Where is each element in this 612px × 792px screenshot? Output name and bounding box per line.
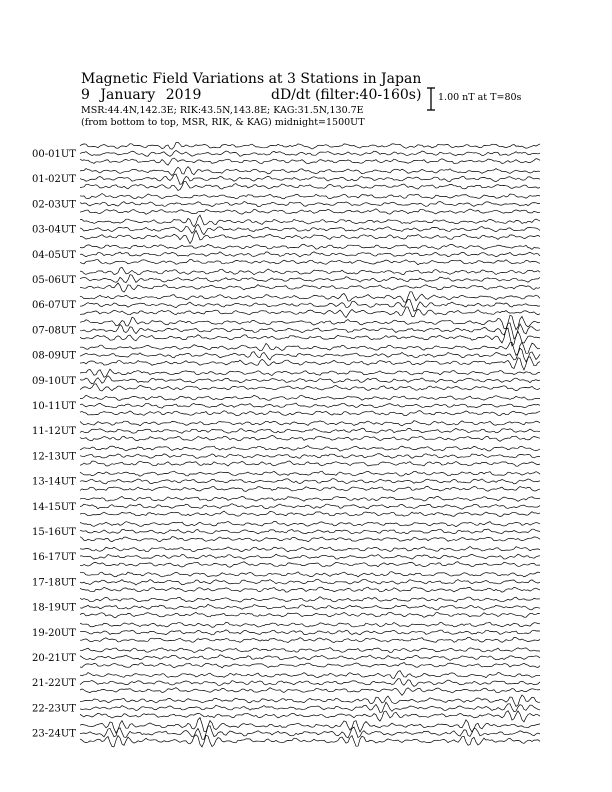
trace-kag: [80, 688, 540, 696]
trace-rik: [80, 376, 540, 384]
trace-msr: [80, 267, 540, 275]
scale-label: 1.00 nT at T=80s: [438, 92, 522, 103]
trace-msr: [80, 215, 540, 227]
chart-title: Magnetic Field Variations at 3 Stations in Japan: [81, 71, 422, 87]
hour-label: 23-24UT: [32, 728, 76, 740]
station-coordinates: MSR:44.4N,142.3E; RIK:43.5N,143.8E; KAG:31.5N,130.7E: [81, 105, 364, 116]
trace-kag: [80, 384, 540, 391]
trace-rik: [80, 679, 540, 687]
trace-kag: [80, 231, 540, 244]
hour-label: 03-04UT: [32, 224, 76, 236]
trace-kag: [80, 587, 540, 592]
trace-kag: [80, 562, 540, 567]
trace-rik: [80, 504, 540, 510]
hour-label: 15-16UT: [32, 527, 76, 538]
trace-kag: [80, 328, 540, 346]
hour-label: 22-23UT: [32, 703, 76, 715]
trace-kag: [80, 511, 540, 516]
hour-label: 18-19UT: [32, 602, 76, 614]
chart-date: 9 January 2019: [81, 87, 202, 103]
trace-kag: [80, 283, 540, 292]
trace-rik: [80, 428, 540, 433]
trace-rik: [80, 202, 540, 207]
trace-rik: [80, 224, 540, 234]
trace-msr: [80, 597, 540, 602]
trace-rik: [80, 479, 540, 484]
trace-msr: [80, 718, 540, 733]
trace-rik: [80, 454, 540, 459]
hour-label: 16-17UT: [32, 552, 76, 564]
trace-msr: [80, 446, 540, 451]
scale-bar: [427, 88, 435, 110]
hour-label: 02-03UT: [32, 199, 76, 211]
hour-label: 07-08UT: [32, 325, 76, 337]
hour-label: 21-22UT: [32, 678, 76, 690]
trace-kag: [80, 209, 540, 215]
trace-msr: [80, 471, 540, 476]
trace-rik: [80, 403, 540, 408]
hour-label: 19-20UT: [32, 627, 76, 639]
hour-label: 11-12UT: [32, 426, 76, 438]
trace-kag: [80, 662, 540, 668]
trace-kag: [80, 537, 540, 542]
hour-label: 10-11UT: [32, 401, 76, 412]
trace-msr: [80, 695, 540, 707]
trace-msr: [80, 167, 540, 176]
hour-label: 01-02UT: [32, 174, 76, 186]
hour-label: 08-09UT: [32, 350, 76, 362]
trace-kag: [80, 307, 540, 318]
trace-rik: [80, 604, 540, 610]
hour-label: 06-07UT: [32, 300, 76, 312]
trace-msr: [80, 521, 540, 526]
trace-msr: [80, 671, 540, 679]
trace-msr: [80, 622, 540, 627]
trace-rik: [80, 275, 540, 283]
station-order-note: (from bottom to top, MSR, RIK, & KAG) midnight=1500UT: [81, 117, 365, 128]
hour-label: 20-21UT: [32, 653, 76, 664]
trace-kag: [80, 461, 540, 466]
trace-msr: [80, 315, 540, 330]
trace-rik: [80, 300, 540, 312]
hour-label: 09-10UT: [32, 375, 76, 387]
trace-kag: [80, 711, 540, 722]
trace-kag: [80, 259, 540, 264]
trace-msr: [80, 648, 540, 653]
trace-kag: [80, 612, 540, 617]
trace-msr: [80, 546, 540, 551]
trace-kag: [80, 158, 540, 165]
trace-kag: [80, 486, 540, 491]
hour-label: 12-13UT: [32, 451, 76, 463]
trace-kag: [80, 411, 540, 416]
trace-msr: [80, 369, 540, 377]
trace-msr: [80, 194, 540, 199]
trace-rik: [80, 554, 540, 559]
trace-msr: [80, 342, 540, 355]
trace-msr: [80, 244, 540, 249]
trace-msr: [80, 292, 540, 303]
hour-label: 00-01UT: [32, 149, 76, 160]
trace-rik: [80, 655, 540, 661]
trace-rik: [80, 630, 540, 635]
trace-msr: [80, 572, 540, 577]
trace-rik: [80, 348, 540, 362]
trace-kag: [80, 357, 540, 370]
trace-msr: [80, 496, 540, 501]
trace-rik: [80, 579, 540, 585]
trace-rik: [80, 150, 540, 156]
trace-kag: [80, 735, 540, 747]
trace-kag: [80, 435, 540, 441]
trace-rik: [80, 702, 540, 712]
hour-label: 04-05UT: [32, 249, 76, 261]
trace-rik: [80, 174, 540, 184]
trace-rik: [80, 726, 540, 740]
trace-rik: [80, 529, 540, 534]
chart-quantity: dD/dt (filter:40-160s): [271, 87, 422, 103]
trace-msr: [80, 421, 540, 426]
trace-msr: [80, 142, 540, 149]
trace-kag: [80, 182, 540, 191]
trace-rik: [80, 252, 540, 257]
hour-label: 13-14UT: [32, 476, 76, 488]
hour-label: 05-06UT: [32, 275, 76, 286]
hour-label: 14-15UT: [32, 501, 76, 513]
trace-kag: [80, 637, 540, 642]
hour-label: 17-18UT: [32, 577, 76, 589]
trace-msr: [80, 395, 540, 400]
